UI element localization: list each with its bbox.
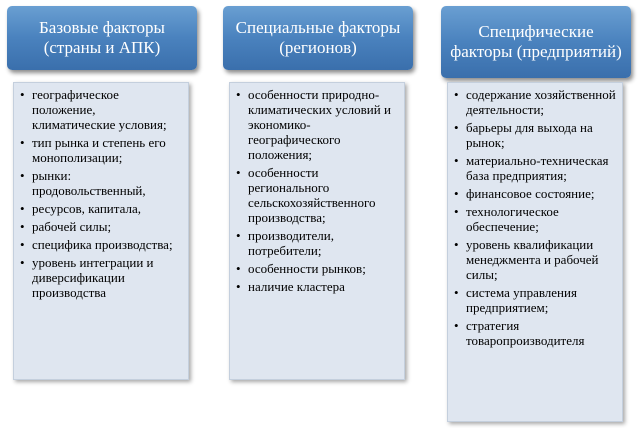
list-item: • финансовое состояние; [452,186,616,201]
list-item: • особенности рынков; [234,261,398,276]
factor-list [452,87,616,348]
column-title: Базовые факторы (страны и АПК) [39,18,165,57]
column-title: Специальные факторы (регионов) [235,18,401,57]
list-item: • уровень квалификации менеджмента и рабочей силы; [452,237,616,282]
column-header-basic [7,6,197,70]
list-item: • рабочей силы; [18,219,182,234]
list-item: • содержание хозяйственной деятельности; [452,87,616,117]
column-body-special [229,82,405,380]
column-body-basic [13,82,189,380]
list-item: • географическое положение, климатические условия; [18,87,182,132]
list-item: • технологическое обеспечение; [452,204,616,234]
column-body-specific [447,82,623,422]
list-item: • тип рынка и степень его монополизации; [18,135,182,165]
factor-list [234,87,398,294]
column-header-specific [441,6,631,78]
list-item: • наличие кластера [234,279,398,294]
list-item: • система управления предприятием; [452,285,616,315]
list-item: • особенности природно-климатических условий и экономико-географического положения; [234,87,398,162]
list-item: • рынки: продовольственный, [18,168,182,198]
list-item: • уровень интеграции и диверсификации производства [18,255,182,300]
list-item: • ресурсов, капитала, [18,201,182,216]
list-item: • барьеры для выхода на рынок; [452,120,616,150]
list-item: • особенности регионального сельскохозяйственного производства; [234,165,398,225]
factor-list [18,87,182,300]
column-title: Специфические факторы (предприятий) [450,22,622,61]
list-item: • специфика производства; [18,237,182,252]
list-item: • материально-техническая база предприятия; [452,153,616,183]
column-header-special [223,6,413,70]
list-item: • стратегия товаропроизводителя [452,318,616,348]
list-item: • производители, потребители; [234,228,398,258]
